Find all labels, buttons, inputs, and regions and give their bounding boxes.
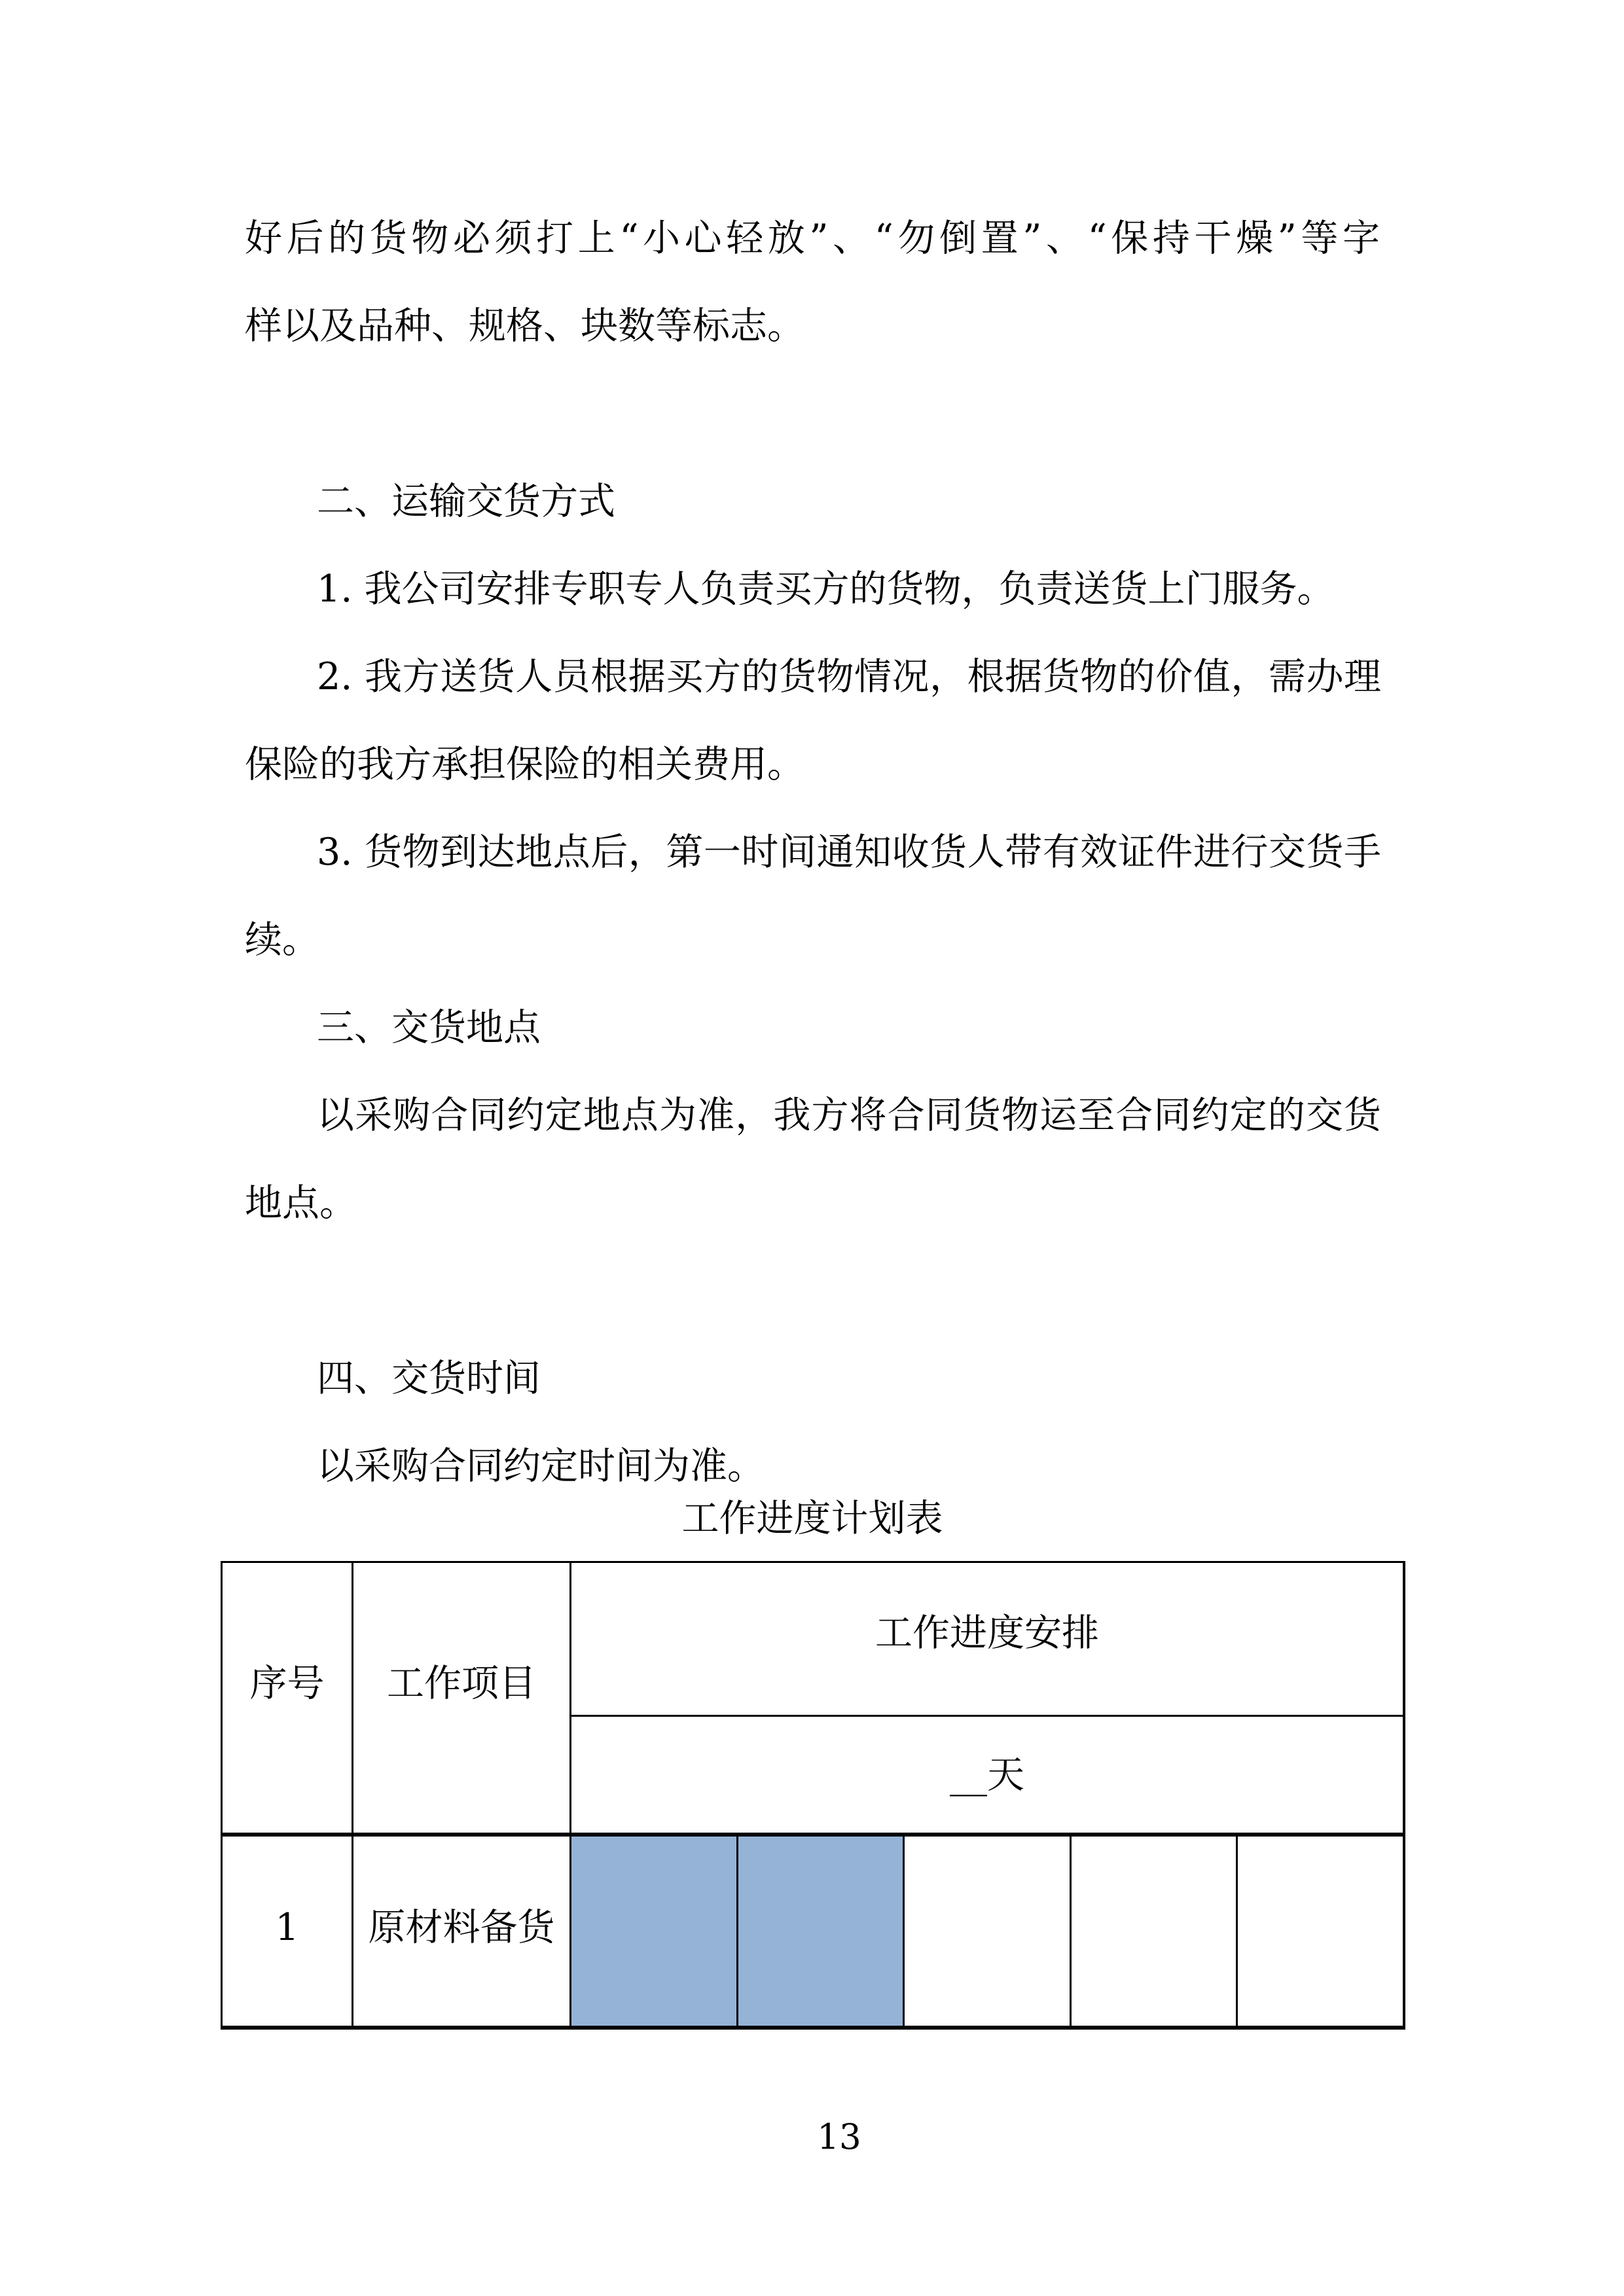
header-cell-index: 序号 (249, 1662, 325, 1705)
body-line: 1. 我公司安排专职专人负责买方的货物，负责送货上门服务。 (317, 567, 1335, 611)
schedule-cell (1236, 1837, 1403, 2026)
body-line: 2. 我方送货人员根据买方的货物情况，根据货物的价值，需办理 (317, 655, 1381, 698)
table-border-left (221, 1561, 223, 2028)
schedule-cell (571, 1837, 736, 2026)
table-header-bottom-line (221, 1833, 1403, 1837)
table-divider-vertical (569, 1561, 571, 2026)
header-cell-days: __天 (950, 1753, 1024, 1797)
body-line: 以采购合同约定地点为准，我方将合同货物运至合同约定的交货 (317, 1094, 1381, 1137)
section-heading: 二、运输交货方式 (317, 480, 615, 523)
table-divider-horizontal (569, 1715, 1403, 1717)
schedule-cell (736, 1837, 903, 2026)
body-line: 3. 货物到达地点后，第一时间通知收货人带有效证件进行交货手 (317, 831, 1381, 874)
table-border-right (1403, 1561, 1405, 2028)
body-line: 续。 (245, 918, 319, 961)
body-line: 以采购合同约定时间为准。 (317, 1444, 765, 1488)
header-cell-schedule: 工作进度安排 (875, 1611, 1099, 1655)
table-border-bottom (221, 2026, 1405, 2030)
section-heading: 四、交货时间 (317, 1357, 541, 1400)
table-divider-vertical (352, 1561, 353, 2026)
page-number: 13 (817, 2117, 861, 2157)
row-cell-item: 原材料备货 (368, 1906, 555, 1949)
body-line: 好后的货物必须打上“小心轻放”、“勿倒置”、“保持干燥”等字 (245, 217, 1380, 260)
section-heading: 三、交货地点 (317, 1006, 541, 1049)
body-line: 保险的我方承担保险的相关费用。 (245, 743, 804, 786)
schedule-cell (1070, 1837, 1236, 2026)
table-title: 工作进度计划表 (681, 1497, 943, 1540)
body-line: 地点。 (245, 1181, 357, 1225)
body-line: 样以及品种、规格、块数等标志。 (245, 304, 804, 348)
table-border-top (221, 1561, 1405, 1563)
row-cell-index: 1 (275, 1906, 299, 1949)
schedule-cell (903, 1837, 1070, 2026)
header-cell-item: 工作项目 (387, 1662, 536, 1705)
